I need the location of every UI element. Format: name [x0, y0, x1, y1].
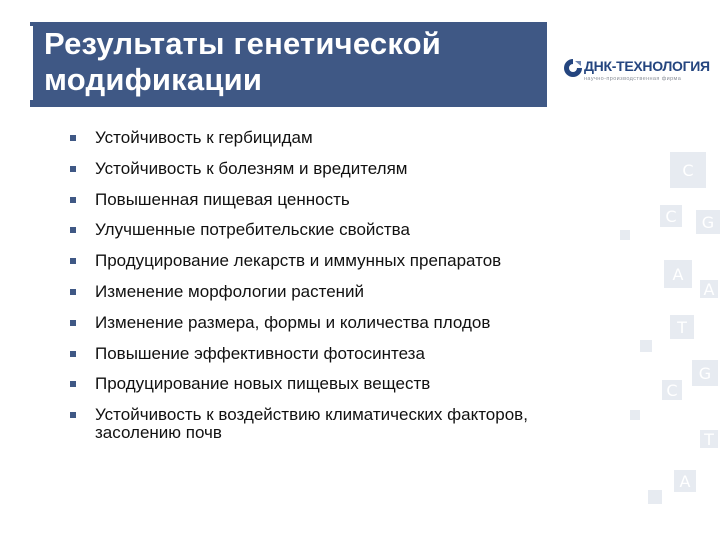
list-item — [66, 160, 626, 191]
background-tile: G — [696, 210, 720, 234]
background-tile: C — [660, 205, 682, 227]
title-accent-line — [30, 26, 33, 100]
bullet-text: Устойчивость к гербицидам — [95, 128, 313, 147]
background-tile: G — [692, 360, 718, 386]
bullet-text: Продуцирование новых пищевых веществ — [95, 374, 431, 394]
list-item — [66, 406, 626, 446]
background-tile: C — [670, 152, 706, 188]
bullet-square-icon — [70, 197, 76, 203]
list-item — [66, 252, 626, 283]
logo-swirl-icon — [562, 57, 584, 79]
list-item — [66, 191, 626, 222]
bullet-square-icon — [70, 412, 76, 418]
bullet-text: Изменение морфологии растений — [95, 281, 365, 301]
background-tile: A — [700, 280, 718, 298]
logo-subtitle: научно-производственная фирма — [584, 76, 682, 82]
company-logo — [562, 55, 712, 89]
background-tile: A — [674, 470, 696, 492]
bullet-text: Улучшенные потребительские свойства — [95, 220, 410, 240]
bullet-square-icon — [70, 381, 76, 387]
logo-name: ДНК-ТЕХНОЛОГИЯ — [584, 58, 710, 74]
list-item — [66, 375, 626, 406]
background-tile: T — [700, 430, 718, 448]
background-tile — [630, 410, 640, 420]
background-tile: T — [670, 315, 694, 339]
list-item — [66, 314, 626, 345]
bullet-text: Устойчивость к болезням и вредителям — [95, 158, 408, 178]
title-line-1: Результаты генетической — [44, 26, 442, 61]
bullet-square-icon — [70, 351, 76, 357]
bullet-text: Повышенная пищевая ценность — [95, 189, 350, 209]
bullet-text: Повышение эффективности фотосинтеза — [95, 343, 425, 363]
title-bar — [30, 22, 547, 107]
background-tile: C — [662, 380, 682, 400]
bullet-square-icon — [70, 166, 76, 172]
background-tile — [648, 490, 662, 504]
bullet-square-icon — [70, 227, 76, 233]
background-tile — [640, 340, 652, 352]
bullet-list — [66, 129, 626, 446]
bullet-square-icon — [70, 320, 76, 326]
list-item — [66, 129, 626, 160]
title-line-2: модификации — [44, 62, 263, 97]
bullet-square-icon — [70, 289, 76, 295]
bullet-text: Продуцирование лекарств и иммунных препаратов — [95, 251, 502, 271]
bullet-square-icon — [70, 258, 76, 264]
background-tile: A — [664, 260, 692, 288]
slide-title — [44, 26, 544, 98]
bullet-square-icon — [70, 135, 76, 141]
bullet-text: Изменение размера, формы и количества плодов — [95, 312, 491, 332]
list-item — [66, 221, 626, 252]
bullet-text: Устойчивость к воздействию климатических факторов, засолению почв — [95, 405, 528, 443]
list-item — [66, 283, 626, 314]
list-item — [66, 345, 626, 376]
